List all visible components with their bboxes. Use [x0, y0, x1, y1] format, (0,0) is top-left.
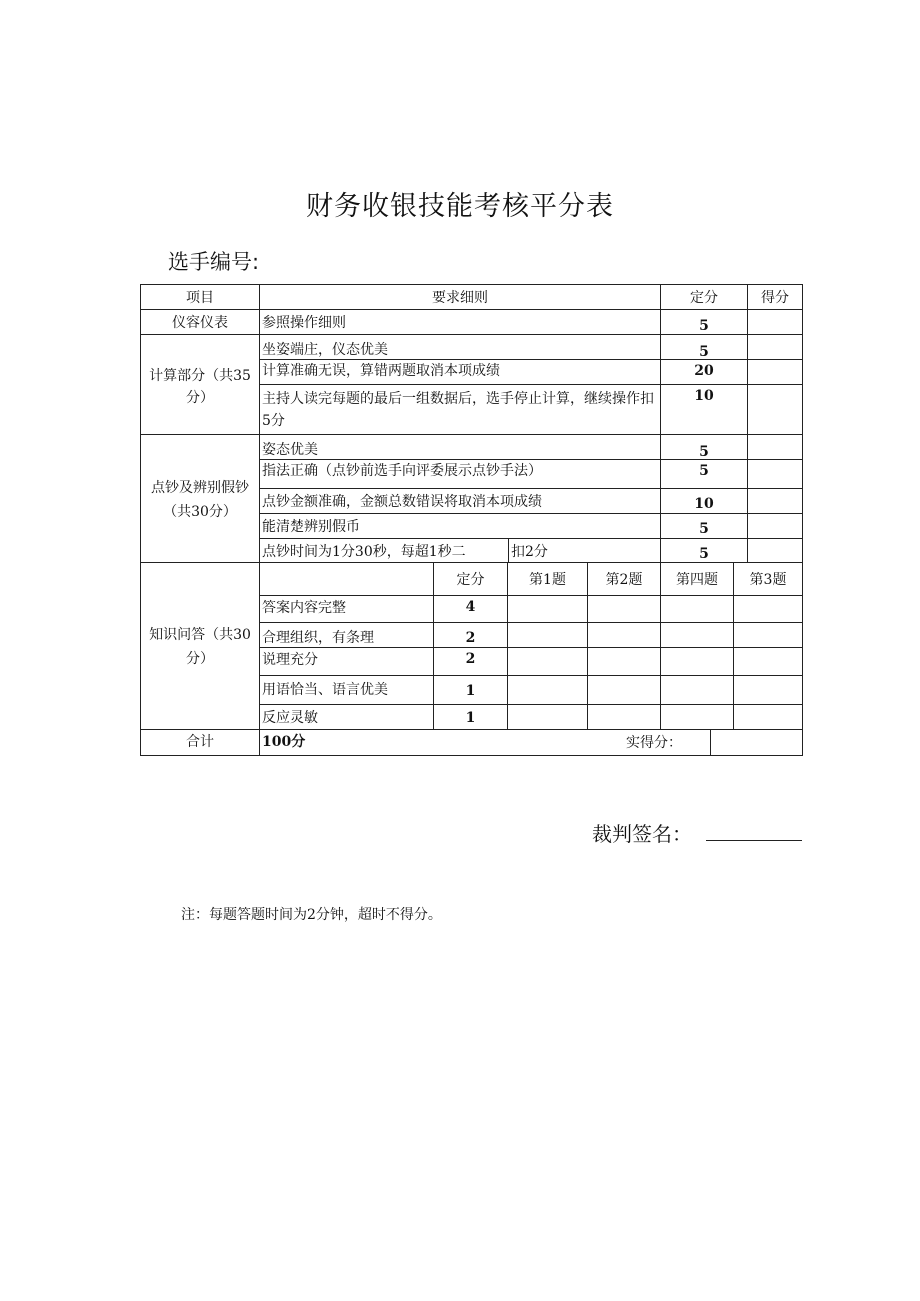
qa-score-q2[interactable]	[587, 647, 661, 676]
score-cell[interactable]	[747, 434, 803, 460]
requirement-text: 计算准确无误，算错两题取消本项成绩	[259, 359, 661, 385]
qa-points: 2	[433, 647, 508, 676]
points-value: 5	[660, 538, 748, 563]
actual-score-label: 实得分：	[626, 735, 682, 751]
section-knowledge-qa: 知识问答（共30分）	[140, 562, 260, 730]
judge-signature-line[interactable]	[706, 840, 802, 841]
header-requirements: 要求细则	[259, 284, 661, 310]
points-value: 5	[660, 309, 748, 335]
qa-score-q4[interactable]	[660, 704, 734, 730]
qa-points: 2	[433, 622, 508, 648]
qa-subheader-blank	[259, 562, 434, 596]
section-calculation: 计算部分（共35分）	[140, 334, 260, 435]
qa-score-q3[interactable]	[733, 595, 803, 623]
actual-score-cell[interactable]	[710, 729, 803, 756]
qa-score-q4[interactable]	[660, 595, 734, 623]
score-cell[interactable]	[747, 309, 803, 335]
points-value: 5	[660, 513, 748, 539]
qa-subheader-q2: 第2题	[587, 562, 661, 596]
header-score: 得分	[747, 284, 803, 310]
points-value: 5	[660, 334, 748, 360]
requirement-text: 坐姿端庄，仪态优美	[259, 334, 661, 360]
qa-score-q4[interactable]	[660, 647, 734, 676]
score-cell[interactable]	[747, 488, 803, 514]
header-points: 定分	[660, 284, 748, 310]
qa-score-q3[interactable]	[733, 647, 803, 676]
qa-points: 1	[433, 704, 508, 730]
qa-points: 4	[433, 595, 508, 623]
requirement-text: 主持人读完每题的最后一组数据后，选手停止计算，继续操作扣5分	[259, 384, 661, 435]
qa-score-q2[interactable]	[587, 595, 661, 623]
qa-score-q2[interactable]	[587, 675, 661, 705]
qa-criterion: 合理组织，有条理	[259, 622, 434, 648]
page-title: 财务收银技能考核平分表	[306, 191, 614, 222]
qa-points: 1	[433, 675, 508, 705]
score-cell[interactable]	[747, 359, 803, 385]
qa-score-q1[interactable]	[507, 675, 588, 705]
requirement-text: 点钞时间为1分30秒，每超1秒二	[259, 538, 509, 563]
qa-score-q4[interactable]	[660, 622, 734, 648]
score-cell[interactable]	[747, 384, 803, 435]
total-value: 100分	[259, 729, 711, 756]
qa-criterion: 说理充分	[259, 647, 434, 676]
requirement-text-extra: 扣2分	[508, 538, 661, 563]
qa-subheader-q4: 第四题	[660, 562, 734, 596]
requirement-text: 点钞金额准确，金额总数错误将取消本项成绩	[259, 488, 661, 514]
points-value: 10	[660, 384, 748, 435]
section-appearance: 仪容仪表	[140, 309, 260, 335]
qa-criterion: 答案内容完整	[259, 595, 434, 623]
header-item: 项目	[140, 284, 260, 310]
points-value: 5	[660, 459, 748, 489]
qa-score-q2[interactable]	[587, 704, 661, 730]
points-value: 10	[660, 488, 748, 514]
qa-subheader-points: 定分	[433, 562, 508, 596]
score-cell[interactable]	[747, 334, 803, 360]
requirement-text: 指法正确（点钞前选手向评委展示点钞手法）	[259, 459, 661, 489]
qa-subheader-q3: 第3题	[733, 562, 803, 596]
qa-score-q3[interactable]	[733, 622, 803, 648]
qa-score-q1[interactable]	[507, 622, 588, 648]
qa-score-q1[interactable]	[507, 704, 588, 730]
points-value: 20	[660, 359, 748, 385]
contestant-number-label: 选手编号:	[168, 250, 260, 274]
qa-score-q3[interactable]	[733, 675, 803, 705]
score-cell[interactable]	[747, 459, 803, 489]
total-label: 合计	[140, 729, 260, 756]
requirement-text: 姿态优美	[259, 434, 661, 460]
requirement-text: 能清楚辨别假币	[259, 513, 661, 539]
qa-criterion: 用语恰当、语言优美	[259, 675, 434, 705]
qa-score-q2[interactable]	[587, 622, 661, 648]
qa-score-q1[interactable]	[507, 595, 588, 623]
qa-score-q1[interactable]	[507, 647, 588, 676]
requirement-text: 参照操作细则	[259, 309, 661, 335]
footnote: 注：每题答题时间为2分钟，超时不得分。	[181, 907, 442, 923]
qa-criterion: 反应灵敏	[259, 704, 434, 730]
qa-subheader-q1: 第1题	[507, 562, 588, 596]
qa-score-q3[interactable]	[733, 704, 803, 730]
score-cell	[747, 538, 803, 563]
score-cell[interactable]	[747, 513, 803, 539]
points-value: 5	[660, 434, 748, 460]
qa-score-q4[interactable]	[660, 675, 734, 705]
section-money-counting: 点钞及辨别假钞（共30分）	[140, 434, 260, 563]
scoring-table	[140, 284, 803, 756]
judge-signature-label: 裁判签名：	[592, 822, 692, 846]
